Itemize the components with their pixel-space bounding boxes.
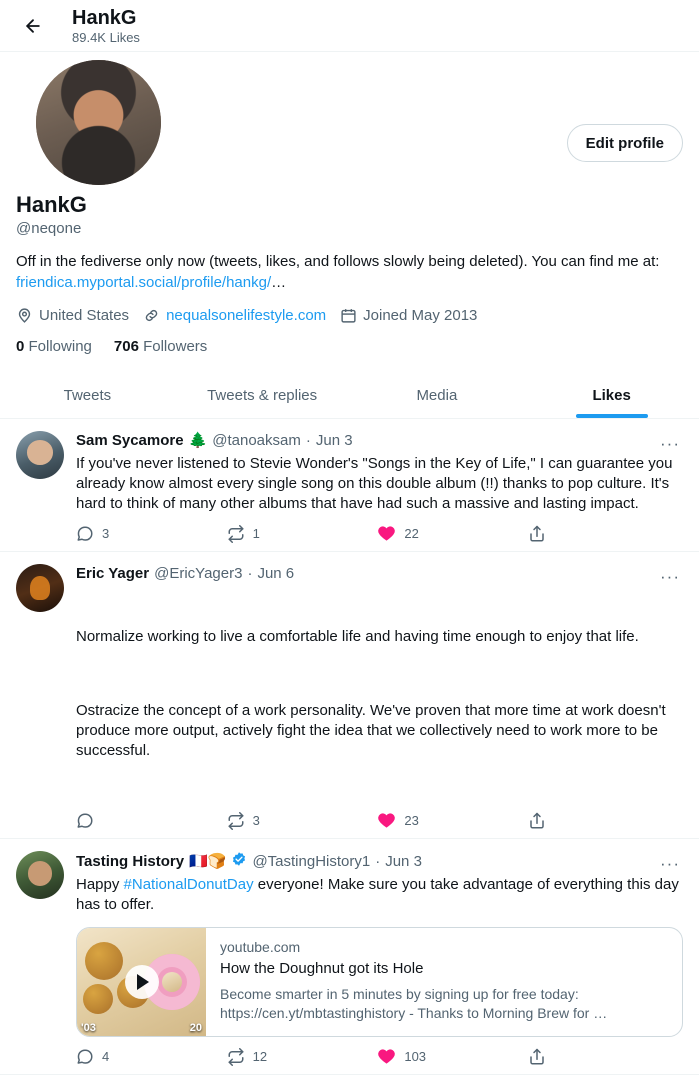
profile-bio-ellipsis: … [271,274,287,291]
retweet-action[interactable] [227,811,378,830]
heart-icon [377,811,396,830]
more-options-icon[interactable]: ··· [660,854,680,873]
like-count: 22 [404,526,419,541]
tweet-author-name[interactable]: Eric Yager [76,565,150,582]
retweet-count: 1 [252,526,260,541]
reply-count: 3 [102,526,110,541]
tab-tweets[interactable]: Tweets [63,387,112,404]
tweet-date[interactable]: Jun 6 [257,565,295,582]
profile-bio [16,251,683,293]
following-stat[interactable] [16,338,92,355]
retweet-count: 3 [252,813,260,828]
back-button[interactable] [16,9,50,43]
retweet-icon [227,812,245,830]
thumb-year-left: '03 [81,1022,96,1034]
tweet-author-emoji: 🇫🇷🍞 [189,852,227,870]
profile-website[interactable] [143,307,326,324]
share-icon [528,812,546,830]
card-description: Become smarter in 5 minutes by signing up for free today: https://cen.yt/mbtastinghistory - Thanks to Morning Brew for … [220,986,608,1021]
tweet-author-name[interactable]: Tasting History [76,852,185,870]
tweet-actions [76,1045,636,1072]
avatar[interactable] [16,431,64,479]
profile-info [0,192,699,359]
card-info [206,928,682,1036]
card-thumbnail [77,928,206,1036]
share-action[interactable] [528,811,546,830]
reply-icon [76,1048,94,1066]
more-options-icon[interactable]: ··· [660,434,680,453]
tweet-item[interactable] [0,839,699,1075]
followers-label: Followers [143,338,208,355]
tweet-body [76,564,683,838]
retweet-icon [227,525,245,543]
profile-stats [16,338,683,355]
profile-joined [340,307,477,324]
retweet-count: 12 [252,1049,268,1064]
separator-dot: · [375,852,381,870]
reply-icon [76,525,94,543]
like-action[interactable] [377,524,528,543]
avatar[interactable] [16,564,64,612]
tweet-author-name[interactable]: Sam Sycamore [76,432,184,449]
tweet-header [76,851,683,872]
page-header [0,0,699,52]
profile-bio-link[interactable]: friendica.myportal.social/profile/hankg/ [16,274,272,291]
tweet-author-handle[interactable]: @TastingHistory1 [252,852,371,870]
tweet-actions [76,809,636,836]
profile-tabs [0,371,699,419]
profile-location [16,307,129,324]
retweet-action[interactable] [227,524,378,543]
tweet-body [76,851,683,1074]
following-count: 0 [16,338,25,355]
tweet-text: If you've never listened to Stevie Wonder's "Songs in the Key of Life," I can guarantee you already know almost every single song on this double album (!!) thanks to pop culture. It's hard to think of many other albums that have had such a massive and lasting impact. [76,455,677,512]
tweet-header [76,431,683,451]
tweet-author-handle[interactable]: @EricYager3 [154,565,243,582]
tweet-item[interactable] [0,419,699,552]
tweet-paragraph-1: Normalize working to live a comfortable life and having time enough to enjoy that life. [76,628,639,645]
like-count: 23 [404,813,419,828]
tweet-date[interactable]: Jun 3 [315,432,353,449]
profile-handle: @neqone [16,220,82,237]
profile-bio-text: Off in the fediverse only now (tweets, likes, and follows slowly being deleted). You can find me at: [16,253,660,270]
edit-profile-button[interactable]: Edit profile [567,124,683,162]
tweet-body [76,431,683,551]
profile-location-text: United States [39,307,130,324]
avatar[interactable] [32,56,165,189]
tweet-text [76,587,683,801]
followers-stat[interactable] [114,338,207,355]
like-action[interactable] [377,1047,528,1066]
tweet-date[interactable]: Jun 3 [385,852,422,870]
profile-top [0,108,699,196]
tweet-text-after: everyone! Make sure you take advantage of everything this day has to offer. [76,876,684,913]
share-icon [528,1048,546,1066]
verified-badge-icon [231,851,247,872]
tab-likes[interactable]: Likes [524,371,699,418]
heart-icon [377,524,396,543]
location-pin-icon [16,307,33,324]
share-action[interactable] [528,1047,546,1066]
retweet-action[interactable] [227,1047,378,1066]
header-titles [72,6,140,46]
separator-dot: · [305,432,311,449]
share-action[interactable] [528,524,546,543]
tweet-author-emoji: 🌲 [188,432,208,449]
header-title: HankG [72,6,137,29]
like-count: 103 [404,1049,427,1064]
followers-count: 706 [113,338,139,355]
thumb-year-right: 20 [189,1022,202,1034]
card-title: How the Doughnut got its Hole [220,960,424,977]
heart-icon [377,1047,396,1066]
tweet-text [76,875,683,915]
more-options-icon[interactable]: ··· [660,567,680,586]
tab-tweets-replies[interactable]: Tweets & replies [207,387,318,404]
retweet-icon [227,1048,245,1066]
header-subtitle: 89.4K Likes [72,29,140,45]
separator-dot: · [247,565,253,582]
calendar-icon [340,307,357,324]
reply-action[interactable] [76,1047,227,1066]
like-action[interactable] [377,811,528,830]
tweet-paragraph-2: Ostracize the concept of a work personality. We've proven that more time at work doesn't produce more output, actively fight the idea that we collectively need to work more to be successful. [76,702,670,759]
tweet-header [76,564,683,584]
arrow-left-icon [23,16,43,36]
profile-joined-text: Joined May 2013 [363,307,478,324]
tweet-hashtag-link[interactable]: #NationalDonutDay [123,876,254,893]
share-icon [528,525,546,543]
play-icon[interactable] [125,965,159,999]
tweet-item[interactable] [0,552,699,839]
reply-action[interactable] [76,524,227,543]
reply-icon [76,812,94,830]
link-icon [143,307,160,324]
card-domain: youtube.com [220,939,301,955]
tab-media[interactable]: Media [416,387,458,404]
tweet-text-before: Happy [76,876,124,893]
reply-count: 4 [102,1049,110,1064]
profile-website-link[interactable]: nequalsonelifestyle.com [166,307,327,324]
tweet-actions [76,522,636,549]
reply-action[interactable] [76,811,227,830]
link-preview-card[interactable] [76,927,683,1037]
avatar[interactable] [16,851,64,899]
profile-display-name: HankG [16,192,87,217]
card-thumbnail-caption [77,1020,206,1036]
profile-meta [16,307,683,324]
following-label: Following [28,338,92,355]
tweet-author-handle[interactable]: @tanoaksam [212,432,301,449]
